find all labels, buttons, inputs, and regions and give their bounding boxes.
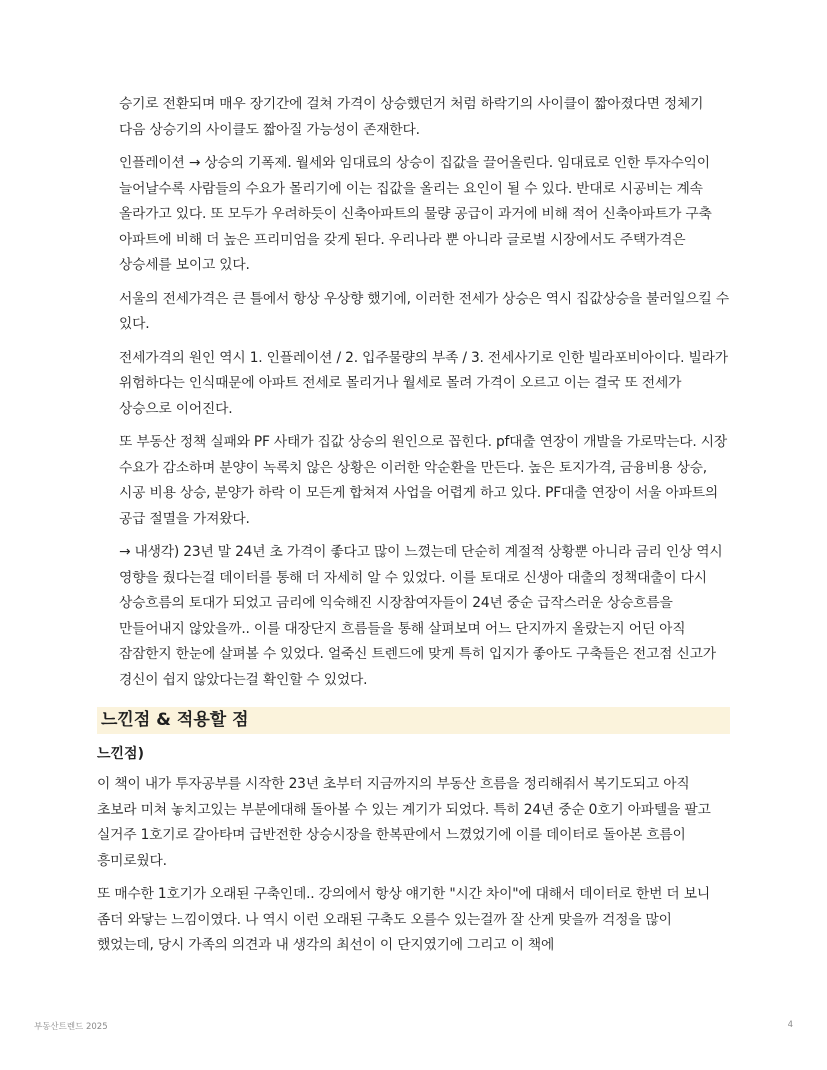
- section-heading: 느낀점 & 적용할 점: [97, 707, 730, 734]
- body-paragraph: 전세가격의 원인 역시 1. 인플레이션 / 2. 입주물량의 부족 / 3. 전세사기로 인한 빌라포비아이다. 빌라가 위험하다는 인식때문에 아파트 전세로 몰리거나 월세로 몰려 가격이 오르고 이는 결국 또 전세가 상승으로 이어진다.: [119, 349, 728, 417]
- body-paragraph: → 내생각) 23년 말 24년 초 가격이 좋다고 많이 느꼈는데 단순히 계절적 상황뿐 아니라 금리 인상 역시 영향을 줬다는걸 데이터를 통해 더 자세히 알 수 있었다. 이를 토대로 신생아 대출의 정책대출이 다시 상승흐름의 토대가 되었고 금리에 익숙해진 시장참여자들이 24년 중순 급작스러운 상승흐름을 만들어내지 않았을까.. 이를 대장단지 흐름들을 통해 살펴보며 어느 단지까지 올랐는지 어딘 아직 잠잠한지 한눈에 살펴볼 수 있었다. 얼죽신 트렌드에 맞게 특히 입지가 좋아도 구축들은 전고점 신고가 경신이 쉽지 않았다는걸 확인할 수 있었다.: [119, 544, 723, 688]
- body-paragraph: 또 매수한 1호기가 오래된 구축인데.. 강의에서 항상 얘기한 "시간 차이"에 대해서 데이터로 한번 더 보니 좀더 와닿는 느낌이였다. 나 역시 이런 오래된 구축도 오를수 있는걸까 잘 산게 맞을까 걱정을 많이 했었는데, 당시 가족의 의견과 내 생각의 최선이 이 단지였기에 그리고 이 책에: [97, 886, 710, 953]
- page-number: 4: [787, 1020, 793, 1030]
- footer-title: 부동산트렌드 2025: [34, 1022, 108, 1032]
- body-paragraph: 서울의 전세가격은 큰 틀에서 항상 우상향 했기에, 이러한 전세가 상승은 역시 집값상승을 불러일으킬 수 있다.: [119, 290, 729, 332]
- body-paragraph: 인플레이션 → 상승의 기폭제. 월세와 임대료의 상승이 집값을 끌어올린다. 임대료로 인한 투자수익이 늘어날수록 사람들의 수요가 몰리기에 이는 집값을 올리는 요인이 될 수 있다. 반대로 시공비는 계속 올라가고 있다. 또 모두가 우려하듯이 신축아파트의 물량 공급이 과거에 비해 적어 신축아파트가 구축 아파트에 비해 더 높은 프리미엄을 갖게 된다. 우리나라 뿐 아니라 글로벌 시장에서도 주택가격은 상승세를 보이고 있다.: [119, 155, 712, 273]
- body-paragraph: 또 부동산 정책 실패와 PF 사태가 집값 상승의 원인으로 꼽힌다. pf대출 연장이 개발을 가로막는다. 시장 수요가 감소하며 분양이 녹록치 않은 상황은 이러한 악순환을 만든다. 높은 토지가격, 금융비용 상승, 시공 비용 상승, 분양가 하락 이 모든게 합쳐져 사업을 어렵게 하고 있다. PF대출 연장이 서울 아파트의 공급 절멸을 가져왔다.: [119, 434, 728, 527]
- body-paragraph: 이 책이 내가 투자공부를 시작한 23년 초부터 지금까지의 부동산 흐름을 정리해줘서 복기도되고 아직 초보라 미쳐 놓치고있는 부분에대해 돌아볼 수 있는 계기가 되었다. 특히 24년 중순 0호기 아파텔을 팔고 실거주 1호기로 갈아타며 급반전한 상승시장을 한복판에서 느꼈었기에 이를 데이터로 돌아본 흐름이 흥미로웠다.: [97, 776, 711, 869]
- page-content: [97, 92, 730, 967]
- subheading: 느낀점): [97, 746, 144, 762]
- body-paragraph: 승기로 전환되며 매우 장기간에 걸쳐 가격이 상승했던거 처럼 하락기의 사이클이 짧아졌다면 정체기 다음 상승기의 사이클도 짧아질 가능성이 존재한다.: [119, 96, 704, 138]
